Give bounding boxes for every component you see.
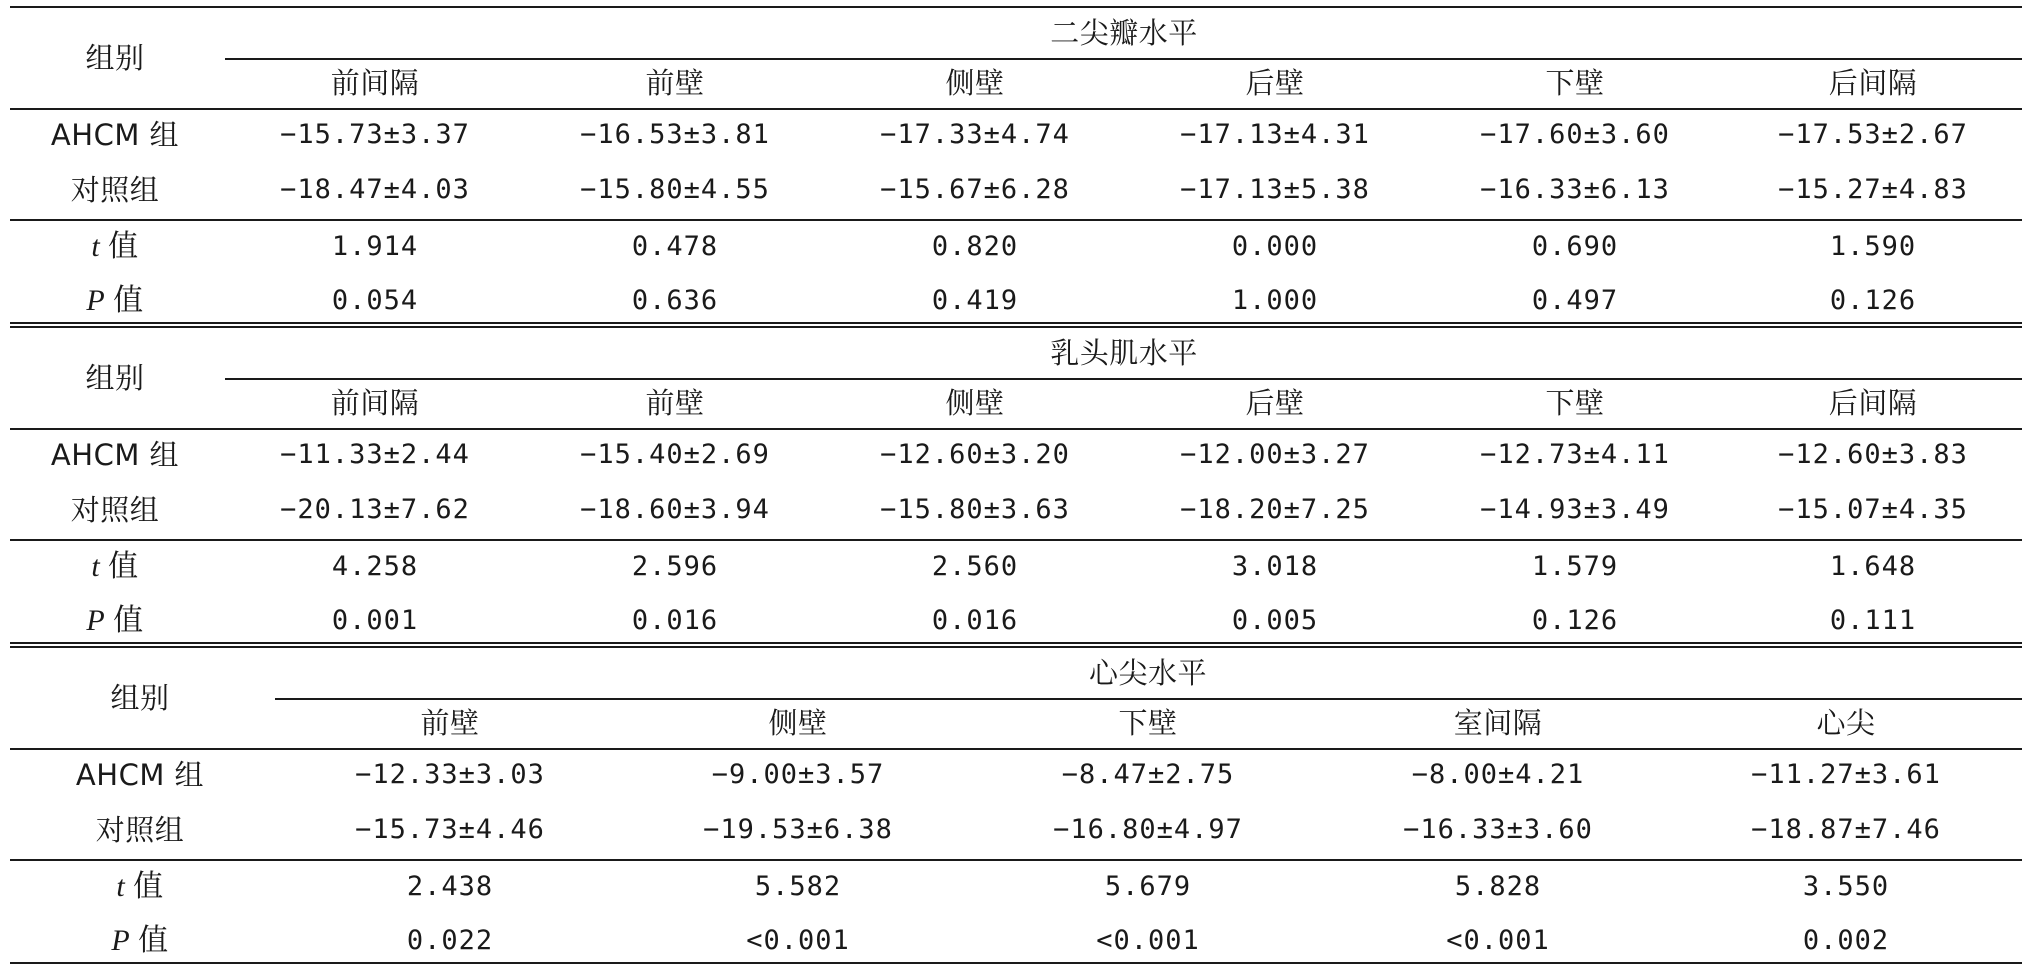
stat-cell: <0.001 — [746, 925, 850, 956]
stat-cell: <0.001 — [1096, 925, 1200, 956]
stat-cell: 0.022 — [406, 925, 494, 956]
stat-cell: 0.016 — [931, 605, 1019, 636]
stat-cell: 0.690 — [1531, 231, 1619, 262]
section-divider-double-rule — [10, 322, 2022, 328]
stat-symbol: P — [86, 284, 106, 317]
row-label: 对照组 — [70, 173, 160, 207]
row-label: AHCM 组 — [75, 758, 205, 792]
data-bottom-rule — [10, 539, 2022, 541]
data-cell: −16.80±4.97 — [1053, 814, 1243, 845]
data-cell: −12.60±3.83 — [1778, 439, 1968, 470]
stat-cell: 0.001 — [331, 605, 419, 636]
column-header: 心尖 — [1816, 706, 1876, 740]
header-bottom-rule — [10, 108, 2022, 110]
data-cell: −16.33±6.13 — [1480, 174, 1670, 205]
title-underline-rule — [225, 58, 2022, 60]
data-cell: −15.73±4.46 — [355, 814, 545, 845]
stat-row-label — [15, 284, 215, 318]
data-cell: −8.00±4.21 — [1411, 759, 1585, 790]
stat-cell: 0.636 — [631, 285, 719, 316]
data-cell: −18.60±3.94 — [580, 494, 770, 525]
title-underline-rule — [275, 698, 2022, 700]
column-header: 前间隔 — [330, 66, 420, 100]
table-bottom-rule — [10, 962, 2022, 964]
stat-cell: 3.018 — [1231, 551, 1319, 582]
stat-symbol: t — [116, 870, 126, 903]
column-header: 室间隔 — [1453, 706, 1543, 740]
row-label: AHCM 组 — [50, 438, 180, 472]
row-label: 对照组 — [70, 493, 160, 527]
stat-cell: 5.679 — [1104, 871, 1192, 902]
data-cell: −11.27±3.61 — [1751, 759, 1941, 790]
stat-row-label — [40, 924, 240, 958]
data-cell: −18.47±4.03 — [280, 174, 470, 205]
row-label: 对照组 — [95, 813, 185, 847]
column-header: 侧壁 — [768, 706, 828, 740]
data-cell: −15.67±6.28 — [880, 174, 1070, 205]
stat-cell: 0.820 — [931, 231, 1019, 262]
stat-cell: 0.478 — [631, 231, 719, 262]
header-bottom-rule — [10, 748, 2022, 750]
stat-cell: 0.126 — [1531, 605, 1619, 636]
column-header: 前壁 — [645, 66, 705, 100]
column-header: 侧壁 — [945, 386, 1005, 420]
stat-suffix: 值 — [113, 283, 144, 318]
data-cell: −16.33±3.60 — [1403, 814, 1593, 845]
section-title: 二尖瓣水平 — [1050, 16, 1198, 50]
column-header: 后壁 — [1245, 386, 1305, 420]
data-cell: −15.80±3.63 — [880, 494, 1070, 525]
group-column-header: 组别 — [110, 681, 170, 715]
column-header: 前壁 — [420, 706, 480, 740]
data-cell: −17.33±4.74 — [880, 119, 1070, 150]
data-bottom-rule — [10, 219, 2022, 221]
data-cell: −8.47±2.75 — [1061, 759, 1235, 790]
data-cell: −14.93±3.49 — [1480, 494, 1670, 525]
row-label: AHCM 组 — [50, 118, 180, 152]
column-header: 下壁 — [1545, 386, 1605, 420]
stat-suffix: 值 — [108, 229, 139, 264]
stat-cell: 0.000 — [1231, 231, 1319, 262]
stat-cell: 1.000 — [1231, 285, 1319, 316]
data-cell: −15.40±2.69 — [580, 439, 770, 470]
stat-symbol: t — [91, 230, 101, 263]
stat-cell: 0.005 — [1231, 605, 1319, 636]
data-cell: −17.60±3.60 — [1480, 119, 1670, 150]
stat-cell: 1.648 — [1829, 551, 1917, 582]
column-header: 下壁 — [1545, 66, 1605, 100]
data-cell: −15.73±3.37 — [280, 119, 470, 150]
stat-cell: <0.001 — [1446, 925, 1550, 956]
data-cell: −12.60±3.20 — [880, 439, 1070, 470]
stat-cell: 0.054 — [331, 285, 419, 316]
data-cell: −12.00±3.27 — [1180, 439, 1370, 470]
data-cell: −17.13±5.38 — [1180, 174, 1370, 205]
data-cell: −16.53±3.81 — [580, 119, 770, 150]
stat-cell: 5.582 — [754, 871, 842, 902]
stat-symbol: t — [91, 550, 101, 583]
column-header: 侧壁 — [945, 66, 1005, 100]
column-header: 后间隔 — [1828, 386, 1918, 420]
data-cell: −19.53±6.38 — [703, 814, 893, 845]
table-top-rule — [10, 6, 2022, 8]
stat-cell: 0.016 — [631, 605, 719, 636]
data-cell: −17.53±2.67 — [1778, 119, 1968, 150]
data-cell: −9.00±3.57 — [711, 759, 885, 790]
stat-row-label — [40, 870, 240, 904]
stat-cell: 0.111 — [1829, 605, 1917, 636]
stat-cell: 0.002 — [1802, 925, 1890, 956]
column-header: 下壁 — [1118, 706, 1178, 740]
stat-symbol: P — [86, 604, 106, 637]
data-cell: −18.20±7.25 — [1180, 494, 1370, 525]
stat-cell: 5.828 — [1454, 871, 1542, 902]
stat-suffix: 值 — [138, 923, 169, 958]
section-title: 心尖水平 — [1088, 656, 1207, 690]
data-cell: −18.87±7.46 — [1751, 814, 1941, 845]
stat-cell: 0.126 — [1829, 285, 1917, 316]
column-header: 后壁 — [1245, 66, 1305, 100]
section-title: 乳头肌水平 — [1050, 336, 1198, 370]
stat-cell: 1.590 — [1829, 231, 1917, 262]
header-bottom-rule — [10, 428, 2022, 430]
stat-cell: 2.438 — [406, 871, 494, 902]
stat-suffix: 值 — [133, 869, 164, 904]
data-cell: −11.33±2.44 — [280, 439, 470, 470]
stat-cell: 4.258 — [331, 551, 419, 582]
stat-suffix: 值 — [108, 549, 139, 584]
column-header: 前壁 — [645, 386, 705, 420]
stat-row-label — [15, 604, 215, 638]
data-cell: −20.13±7.62 — [280, 494, 470, 525]
data-cell: −15.80±4.55 — [580, 174, 770, 205]
data-cell: −15.07±4.35 — [1778, 494, 1968, 525]
stat-cell: 2.560 — [931, 551, 1019, 582]
stat-cell: 3.550 — [1802, 871, 1890, 902]
stat-cell: 0.419 — [931, 285, 1019, 316]
data-bottom-rule — [10, 859, 2022, 861]
data-cell: −12.73±4.11 — [1480, 439, 1670, 470]
column-header: 后间隔 — [1828, 66, 1918, 100]
stat-symbol: P — [111, 924, 131, 957]
data-cell: −17.13±4.31 — [1180, 119, 1370, 150]
group-column-header: 组别 — [85, 41, 145, 75]
stat-suffix: 值 — [113, 603, 144, 638]
stat-cell: 1.914 — [331, 231, 419, 262]
column-header: 前间隔 — [330, 386, 420, 420]
stat-row-label — [15, 230, 215, 264]
stat-cell: 1.579 — [1531, 551, 1619, 582]
group-column-header: 组别 — [85, 361, 145, 395]
title-underline-rule — [225, 378, 2022, 380]
stat-row-label — [15, 550, 215, 584]
stat-cell: 0.497 — [1531, 285, 1619, 316]
section-divider-double-rule — [10, 642, 2022, 648]
stat-cell: 2.596 — [631, 551, 719, 582]
data-cell: −15.27±4.83 — [1778, 174, 1968, 205]
data-cell: −12.33±3.03 — [355, 759, 545, 790]
